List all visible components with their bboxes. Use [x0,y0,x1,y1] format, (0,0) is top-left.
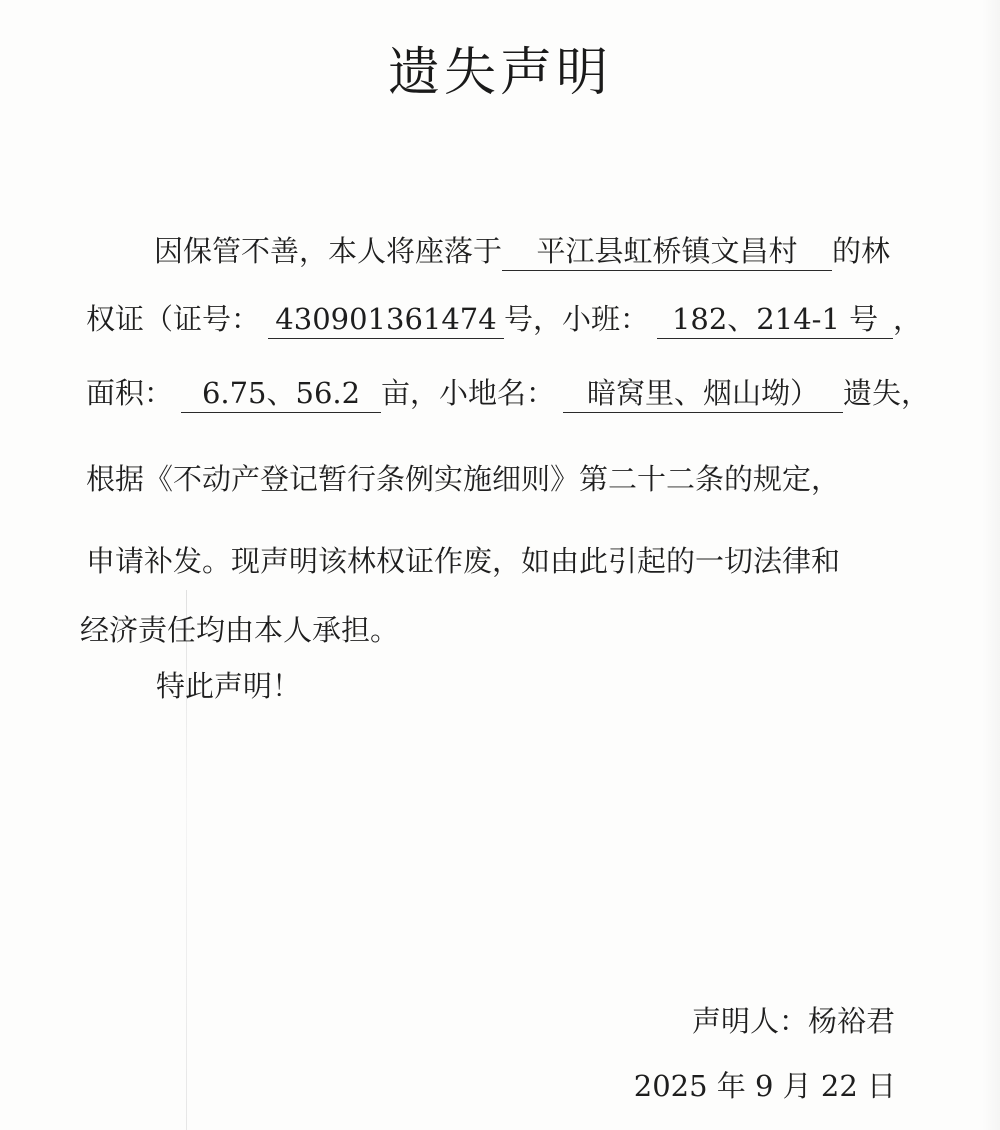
area-value: 6.75、56.2 [201,376,361,410]
line2-suffix: ， [893,302,923,336]
place-name-field [563,374,843,413]
body-line-2 [86,298,922,340]
declarant-name: 杨裕君 [807,1004,895,1038]
declarant-label: 声明人： [691,1004,808,1038]
closing-statement: 特此声明！ [156,669,302,703]
line1-suffix: 的林 [832,234,891,268]
line1-prefix: 因保管不善，本人将座落于 [154,234,503,268]
sub-class-field [657,300,893,339]
body-line-1 [154,230,890,272]
line3-suffix: 遗失， [843,376,931,410]
sub-class-value: 182、214-1 号 [671,302,879,336]
cert-number-value: 430901361474 [275,302,497,336]
line3-prefix: 面积： [86,376,174,410]
declarant-line [692,1000,895,1042]
body-line-4: 根据《不动产登记暂行条例实施细则》第二十二条的规定， [86,462,841,496]
body-line-6: 经济责任均由本人承担。 [80,613,400,647]
body-line-5: 申请补发。现声明该林权证作废，如由此引起的一切法律和 [86,544,841,578]
line2-prefix: 权证（证号： [86,302,261,336]
location-value: 平江县虹桥镇文昌村 [536,234,798,268]
document-title: 遗失声明 [387,43,612,103]
page-edge-shadow [982,0,1000,1130]
cert-number-field [268,300,504,339]
area-field [181,374,381,413]
line3-mid: 亩，小地名： [381,376,556,410]
place-name-value: 暗窝里、烟山坳） [587,376,820,410]
body-line-3 [86,372,930,414]
declaration-date: 2025 年 9 月 22 日 [633,1069,896,1103]
location-field [502,232,832,271]
line2-mid: 号，小班： [504,302,650,336]
